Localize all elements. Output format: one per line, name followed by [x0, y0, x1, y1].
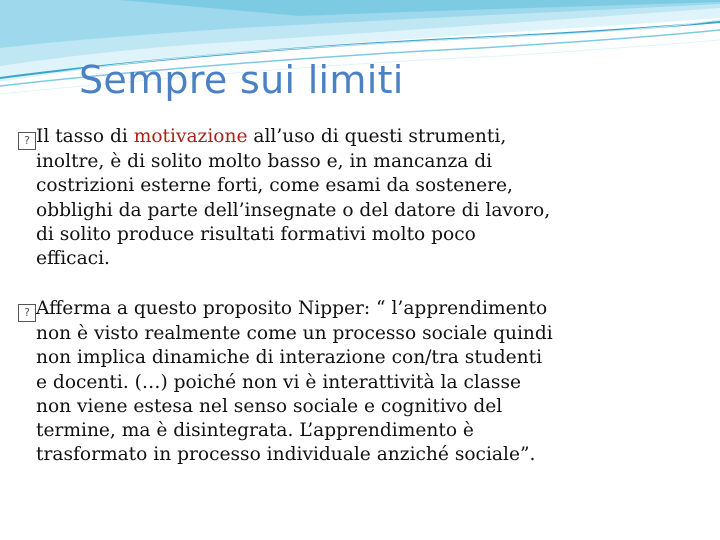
paragraph-line: non implica dinamiche di interazione con/tra studenti: [36, 347, 543, 369]
paragraph-line: di solito produce risultati formativi molto poco: [36, 223, 476, 245]
paragraph-line: [18, 125, 618, 150]
bullet-icon: ?: [18, 304, 36, 322]
paragraph-line: termine, ma è disintegrata. L’apprendimento è: [36, 420, 474, 442]
line-text: Il tasso di: [36, 126, 134, 147]
paragraph-line: costrizioni esterne forti, come esami da sostenere,: [36, 175, 513, 197]
paragraph-line: efficaci.: [36, 248, 110, 270]
paragraph-line: non è visto realmente come un processo sociale quindi: [36, 323, 553, 344]
paragraph-line: non viene estesa nel senso sociale e cognitivo del: [36, 395, 503, 417]
paragraph-line: inoltre, è di solito molto basso e, in mancanza di: [36, 151, 493, 172]
line-text: all’uso di questi strumenti,: [247, 126, 507, 147]
line-text: Afferma a questo proposito Nipper: “ l’apprendimento: [36, 298, 548, 319]
bullet-paragraph-2: [18, 297, 618, 468]
paragraph-line: e docenti. (…) poiché non vi è interattività la classe: [36, 371, 521, 393]
bullet-paragraph-1: [18, 125, 618, 271]
paragraph-line: trasformato in processo individuale anziché sociale”.: [36, 444, 536, 466]
slide-title: Sempre sui limiti: [79, 58, 404, 102]
paragraph-line: [18, 297, 618, 322]
bullet-icon: ?: [18, 132, 36, 150]
paragraph-line: obblighi da parte dell’insegnate o del datore di lavoro,: [36, 199, 551, 221]
highlighted-word: motivazione: [133, 126, 248, 147]
